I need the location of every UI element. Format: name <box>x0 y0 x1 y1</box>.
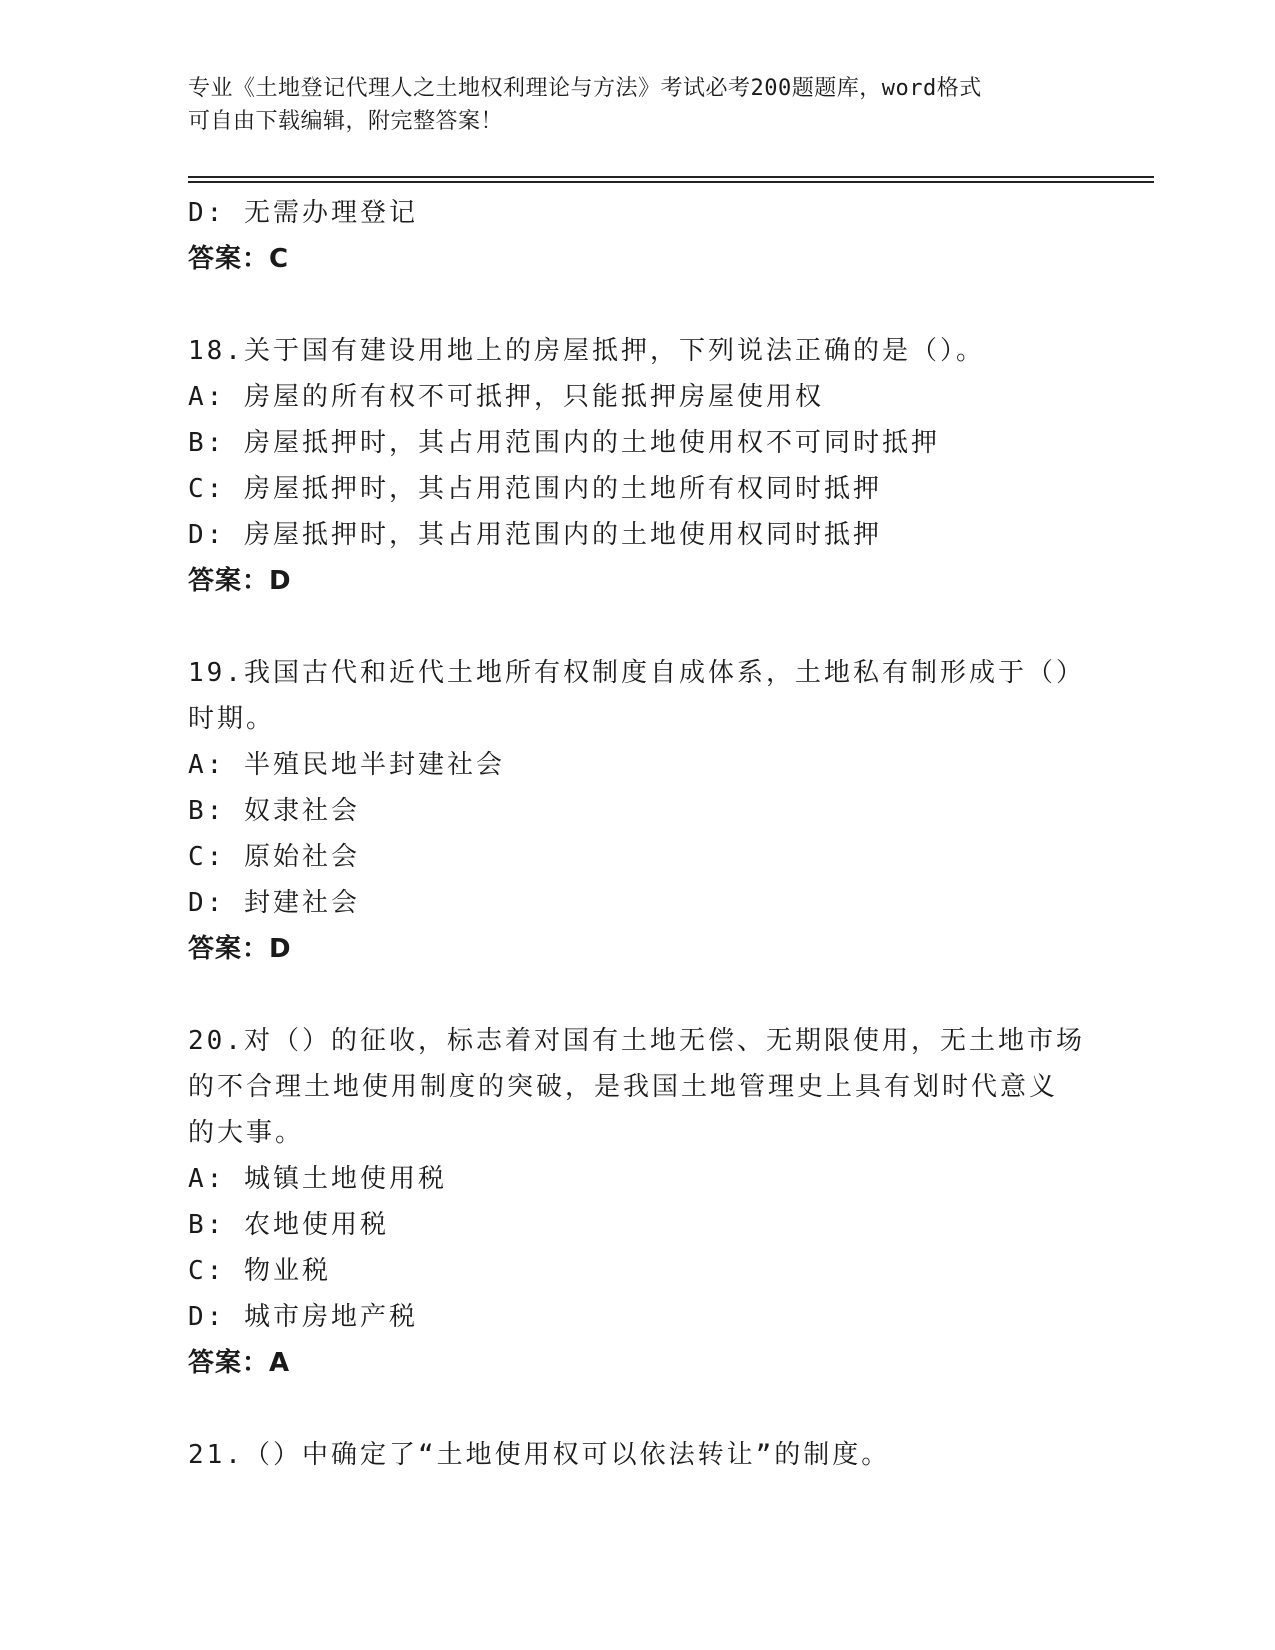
question-19 <box>188 650 1088 972</box>
option-b: B: 房屋抵押时，其占用范围内的土地使用权不可同时抵押 <box>188 428 940 458</box>
question-17-tail <box>188 190 1088 282</box>
answer: 答案：C <box>188 244 290 274</box>
question-stem-line-3: 的大事。 <box>188 1118 305 1148</box>
option-a: A: 半殖民地半封建社会 <box>188 750 505 780</box>
document-header <box>188 72 1088 138</box>
option-a: A: 城镇土地使用税 <box>188 1164 447 1194</box>
answer: 答案：D <box>188 934 292 964</box>
question-stem-line-1: 20.对（）的征收，标志着对国有土地无偿、无期限使用，无土地市场 <box>188 1026 1085 1056</box>
question-stem: 21.（）中确定了“土地使用权可以依法转让”的制度。 <box>188 1440 891 1470</box>
option-b: B: 农地使用税 <box>188 1210 389 1240</box>
option-a: A: 房屋的所有权不可抵押，只能抵押房屋使用权 <box>188 382 824 412</box>
question-stem-line-1: 19.我国古代和近代土地所有权制度自成体系，土地私有制形成于（） <box>188 658 1085 688</box>
question-list <box>188 190 1088 1478</box>
header-line-2: 可自由下载编辑，附完整答案！ <box>188 109 504 134</box>
question-20 <box>188 1018 1088 1386</box>
option-c: C: 物业税 <box>188 1256 331 1286</box>
option-d: D: 房屋抵押时，其占用范围内的土地使用权同时抵押 <box>188 520 882 550</box>
header-line-1: 专业《土地登记代理人之土地权利理论与方法》考试必考200题题库，word格式 <box>188 76 982 101</box>
option-c: C: 房屋抵押时，其占用范围内的土地所有权同时抵押 <box>188 474 882 504</box>
option-d: D: 无需办理登记 <box>188 198 418 228</box>
question-stem: 18.关于国有建设用地上的房屋抵押，下列说法正确的是（）。 <box>188 336 985 366</box>
question-21 <box>188 1432 1088 1478</box>
option-d: D: 城市房地产税 <box>188 1302 418 1332</box>
answer: 答案：D <box>188 566 292 596</box>
header-rule-top <box>188 176 1154 178</box>
option-c: C: 原始社会 <box>188 842 360 872</box>
option-d: D: 封建社会 <box>188 888 360 918</box>
option-b: B: 奴隶社会 <box>188 796 360 826</box>
question-stem-line-2: 的不合理土地使用制度的突破，是我国土地管理史上具有划时代意义 <box>188 1072 1059 1102</box>
header-rule-bottom <box>188 181 1154 183</box>
answer: 答案：A <box>188 1348 291 1378</box>
question-18 <box>188 328 1088 604</box>
question-stem-line-2: 时期。 <box>188 704 276 734</box>
